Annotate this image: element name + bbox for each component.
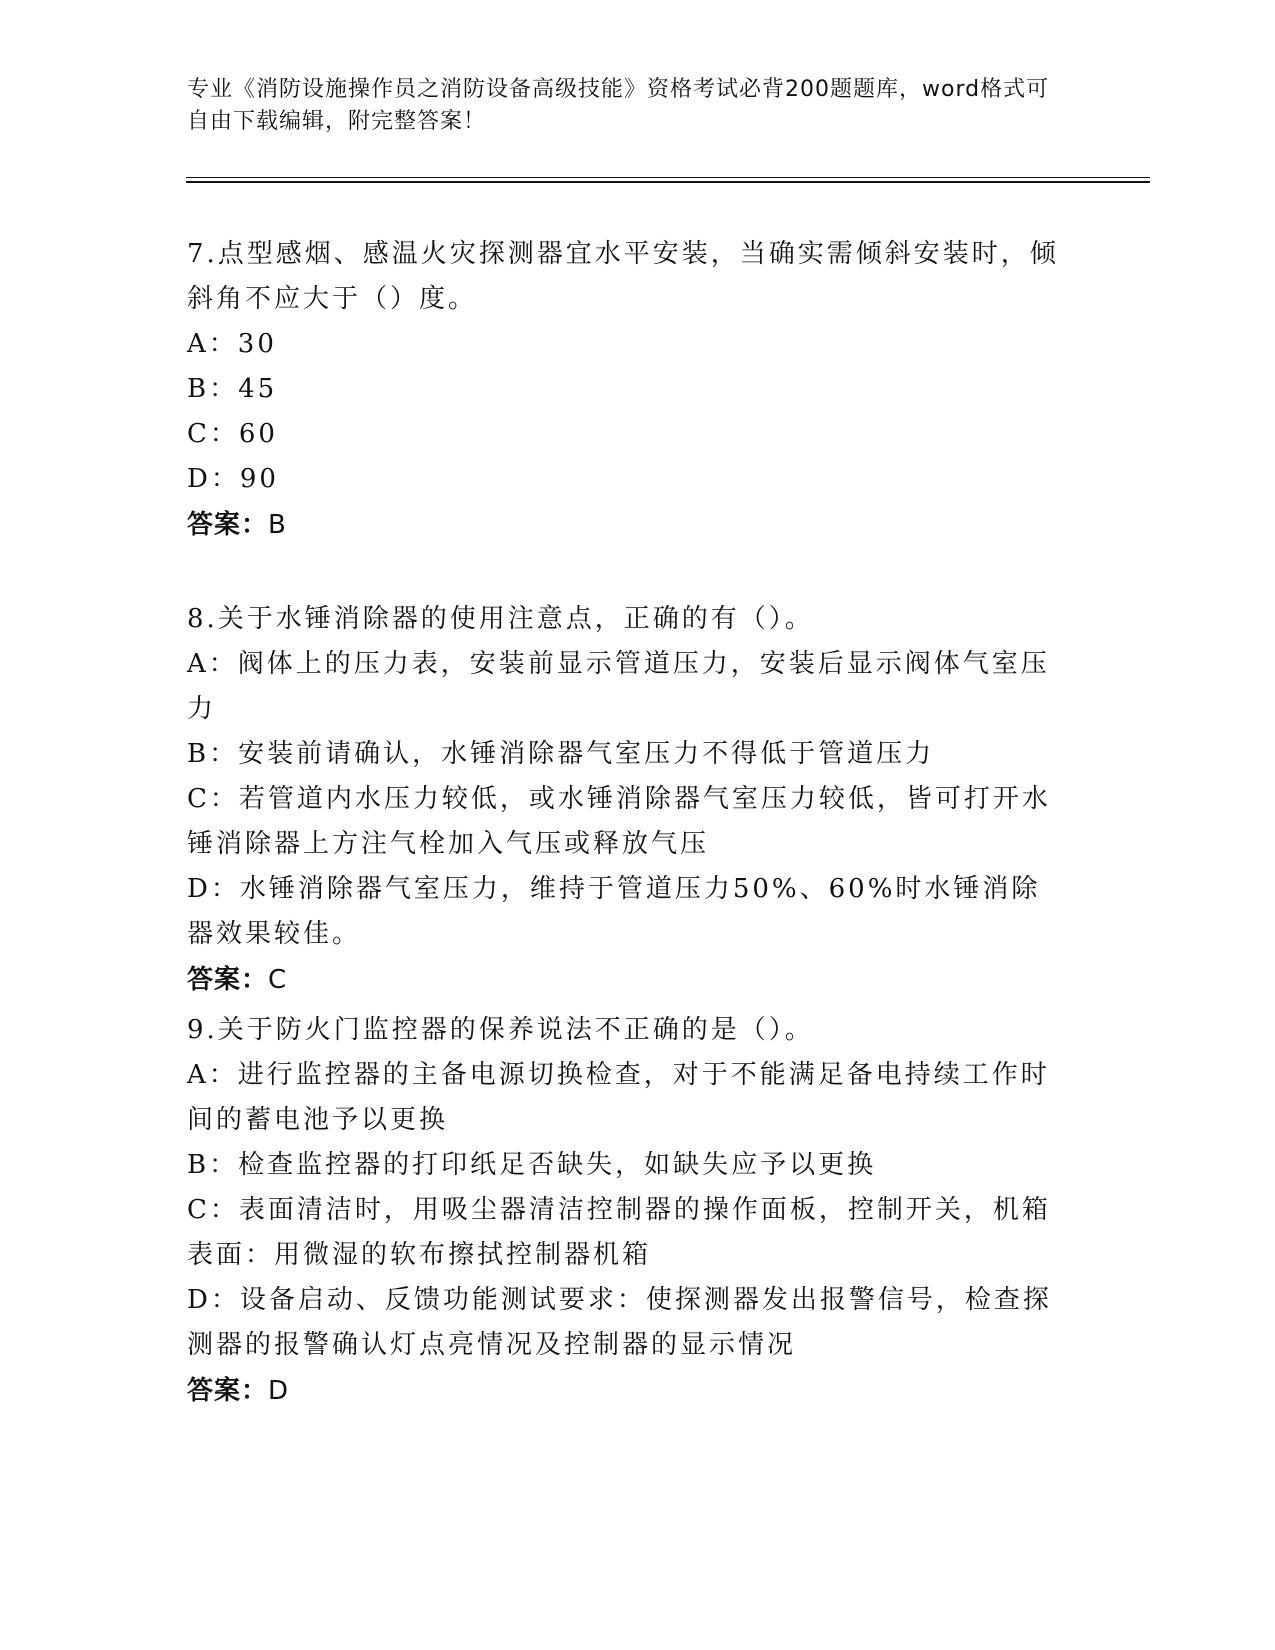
answer-line xyxy=(187,1368,1067,1414)
answer-label: 答案： xyxy=(187,510,269,540)
answer-value: B xyxy=(268,510,287,540)
question-stem: 9.关于防火门监控器的保养说法不正确的是（）。 xyxy=(187,1015,814,1045)
question-stem: 8.关于水锤消除器的使用注意点，正确的有（）。 xyxy=(187,604,814,634)
option-a: A：阀体上的压力表，安装前显示管道压力，安装后显示阀体气室压力 xyxy=(187,649,1050,724)
option-d: D：90 xyxy=(187,464,279,494)
answer-value: D xyxy=(268,1376,290,1406)
option-b: B：安装前请确认，水锤消除器气室压力不得低于管道压力 xyxy=(187,739,935,769)
option-c: C：表面清洁时，用吸尘器清洁控制器的操作面板，控制开关，机箱表面：用微湿的软布擦拭控制器机箱 xyxy=(187,1195,1051,1270)
question-7 xyxy=(187,232,1067,548)
option-d: D：设备启动、反馈功能测试要求：使探测器发出报警信号，检查探测器的报警确认灯点亮情况及控制器的显示情况 xyxy=(187,1285,1052,1360)
header-divider-thin xyxy=(186,177,1150,178)
answer-value: C xyxy=(268,965,288,995)
option-d: D：水锤消除器气室压力，维持于管道压力50%、60%时水锤消除器效果较佳。 xyxy=(187,874,1041,949)
question-8 xyxy=(187,597,1067,1003)
question-stem: 7.点型感烟、感温火灾探测器宜水平安装，当确实需倾斜安装时，倾斜角不应大于（）度。 xyxy=(187,239,1059,314)
option-c: C：60 xyxy=(187,419,278,449)
option-b: B：45 xyxy=(187,374,278,404)
question-9 xyxy=(187,1008,1067,1414)
option-a: A：进行监控器的主备电源切换检查，对于不能满足备电持续工作时间的蓄电池予以更换 xyxy=(187,1060,1050,1135)
option-c: C：若管道内水压力较低，或水锤消除器气室压力较低，皆可打开水锤消除器上方注气栓加入气压或释放气压 xyxy=(187,784,1051,859)
answer-label: 答案： xyxy=(187,1376,269,1406)
option-b: B：检查监控器的打印纸足否缺失，如缺失应予以更换 xyxy=(187,1150,877,1180)
answer-line xyxy=(187,502,1067,548)
document-header: 专业《消防设施操作员之消防设备高级技能》资格考试必背200题题库，word格式可自由下载编辑，附完整答案！ xyxy=(187,77,1050,134)
answer-label: 答案： xyxy=(187,965,269,995)
header-divider-thick xyxy=(186,181,1150,183)
answer-line xyxy=(187,957,1067,1003)
option-a: A：30 xyxy=(187,329,277,359)
